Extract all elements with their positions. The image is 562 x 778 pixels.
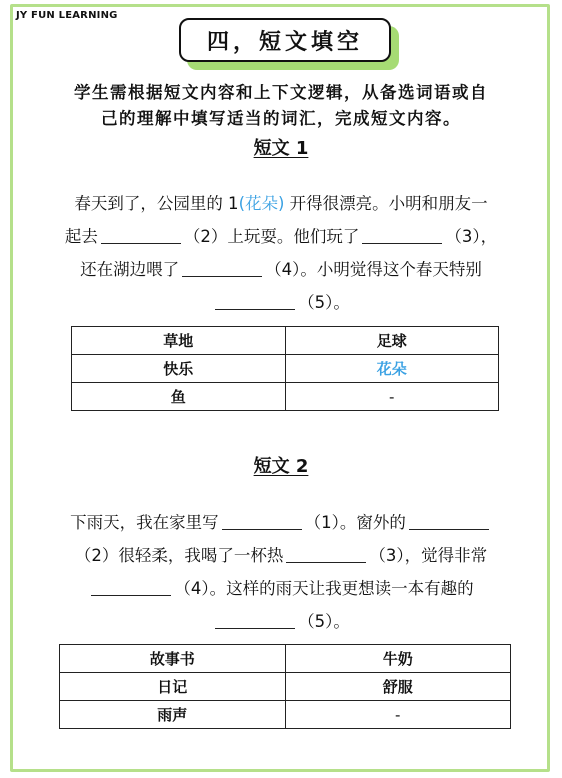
blank-3[interactable]	[286, 546, 366, 563]
p2-line-2: （2）很轻柔，我喝了一杯热 （3），觉得非常	[74, 546, 488, 565]
table-row	[60, 645, 511, 673]
blank-5[interactable]	[215, 293, 295, 310]
word-cell: 快乐	[72, 355, 286, 383]
word-cell: 舒服	[285, 673, 511, 701]
instruction-line-2: 己的理解中填写适当的词汇，完成短文内容。	[101, 109, 461, 128]
blank-2[interactable]	[409, 513, 489, 530]
passage-2-text	[30, 506, 532, 638]
p1-line-1: 春天到了，公园里的 1(花朵) 开得很漂亮。小明和朋友一	[74, 194, 488, 213]
blank-4[interactable]	[182, 260, 262, 277]
blank-1[interactable]	[222, 513, 302, 530]
word-cell: 雨声	[60, 701, 286, 729]
word-cell: 牛奶	[285, 645, 511, 673]
p1-line-3: 还在湖边喂了 （4）。小明觉得这个春天特别	[80, 260, 482, 279]
passage-1-text	[30, 187, 532, 319]
word-cell: 草地	[72, 327, 286, 355]
word-cell-used: 花朵	[285, 355, 499, 383]
p2-line-4: （5）。	[30, 605, 532, 638]
table-row	[60, 673, 511, 701]
instructions	[40, 80, 522, 132]
word-cell: 日记	[60, 673, 286, 701]
instruction-line-1: 学生需根据短文内容和上下文逻辑，从备选词语或自	[74, 83, 488, 102]
passage-1-heading: 短文 1	[253, 138, 309, 159]
p1-line-4: （5）。	[30, 286, 532, 319]
p1-line-2: 起去 （2）上玩耍。他们玩了 （3），	[64, 227, 498, 246]
passage-1-word-table	[71, 326, 499, 411]
brand-logo-text: JY FUN LEARNING	[16, 10, 118, 21]
table-row	[72, 383, 499, 411]
p2-line-1: 下雨天，我在家里写 （1）。窗外的	[30, 506, 532, 539]
passage-2-heading: 短文 2	[253, 456, 309, 477]
table-row	[72, 355, 499, 383]
word-cell: 鱼	[72, 383, 286, 411]
word-cell: -	[285, 701, 511, 729]
section-title: 四，短文填空	[179, 18, 391, 62]
word-cell: 故事书	[60, 645, 286, 673]
blank-5[interactable]	[215, 612, 295, 629]
blank-2[interactable]	[101, 227, 181, 244]
word-cell: -	[285, 383, 499, 411]
table-row	[60, 701, 511, 729]
passage-2-word-table	[59, 644, 511, 729]
word-cell: 足球	[285, 327, 499, 355]
blank-3[interactable]	[362, 227, 442, 244]
p1-answer-1: (花朵)	[238, 194, 285, 213]
table-row	[72, 327, 499, 355]
p2-line-3: （4）。这样的雨天让我更想读一本有趣的	[30, 572, 532, 605]
blank-4[interactable]	[91, 579, 171, 596]
